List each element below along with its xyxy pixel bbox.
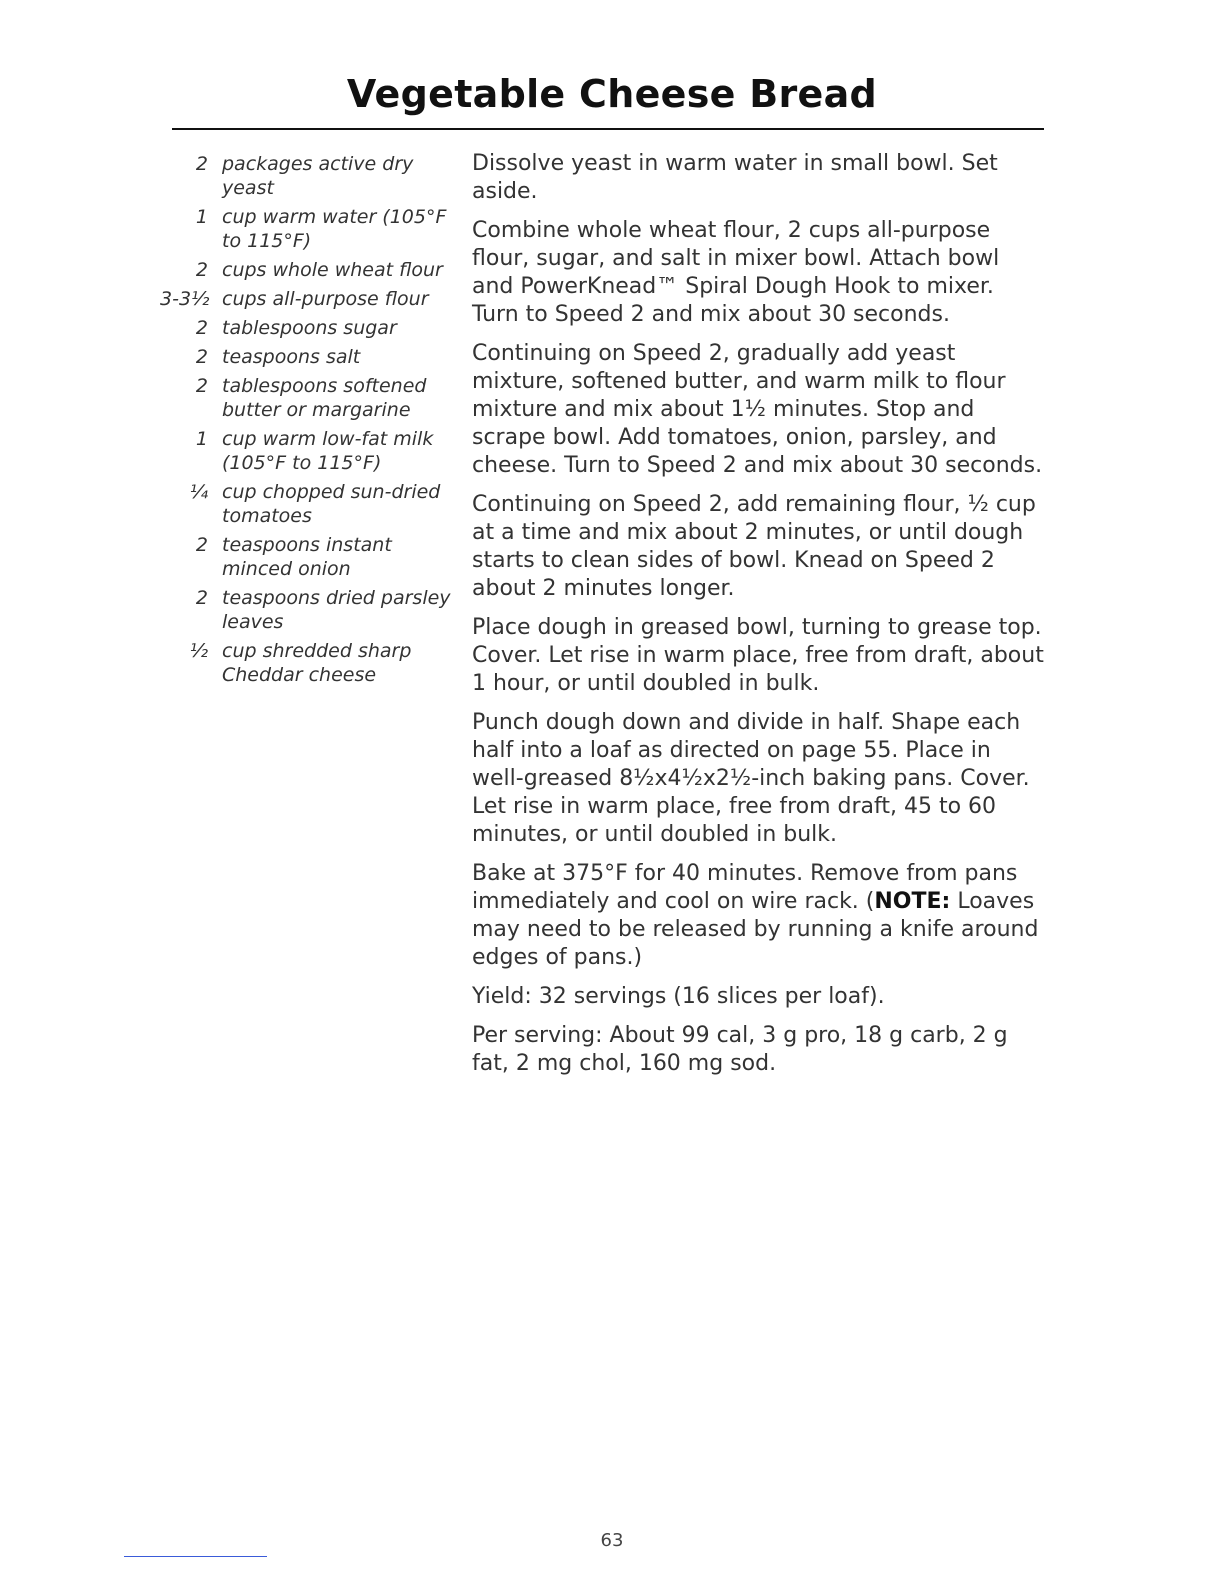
ingredient-quantity: 2 <box>195 317 208 339</box>
ingredient-item <box>160 316 460 340</box>
direction-step-7 <box>472 860 1044 972</box>
nutrition-info: Per serving: About 99 cal, 3 g pro, 18 g carb, 2 g fat, 2 mg chol, 160 mg sod. <box>472 1023 1008 1076</box>
ingredient-name: cup warm water (105°F to 115°F) <box>222 206 447 252</box>
recipe-yield: Yield: 32 servings (16 slices per loaf). <box>472 984 885 1009</box>
recipe-directions <box>472 150 1044 1089</box>
ingredient-item <box>160 258 460 282</box>
ingredient-name: tablespoons sugar <box>222 317 397 339</box>
ingredient-item <box>160 427 460 475</box>
ingredient-item <box>160 152 460 200</box>
ingredient-quantity: 2 <box>195 259 208 281</box>
ingredient-name: teaspoons salt <box>222 346 361 368</box>
ingredient-list <box>160 152 460 692</box>
ingredient-quantity: 2 <box>195 346 208 368</box>
ingredient-quantity: ¼ <box>189 481 208 503</box>
ingredient-quantity: 2 <box>195 534 208 556</box>
ingredient-name: cup shredded sharp Cheddar cheese <box>222 640 412 686</box>
page-title: Vegetable Cheese Bread <box>346 72 878 116</box>
ingredient-name: tablespoons softened butter or margarine <box>222 375 427 421</box>
direction-step-4: Continuing on Speed 2, add remaining flour, ½ cup at a time and mix about 2 minutes, or until dough starts to clean sides of bowl. Knead on Speed 2 about 2 minutes longer. <box>472 492 1036 601</box>
ingredient-name: cup warm low-fat milk (105°F to 115°F) <box>222 428 434 474</box>
note-label: NOTE: <box>874 889 951 914</box>
ingredient-item <box>160 205 460 253</box>
ingredient-quantity: 2 <box>195 153 208 175</box>
page-number: 63 <box>600 1530 624 1551</box>
ingredient-name: cups all-purpose flour <box>222 288 429 310</box>
bake-instructions: Bake at 375°F for 40 minutes. Remove from pans immediately and cool on wire rack. ( <box>472 861 1018 914</box>
direction-step-5: Place dough in greased bowl, turning to grease top. Cover. Let rise in warm place, free from draft, about 1 hour, or until doubled in bulk. <box>472 615 1044 696</box>
direction-step-3: Continuing on Speed 2, gradually add yeast mixture, softened butter, and warm milk to flour mixture and mix about 1½ minutes. Stop and scrape bowl. Add tomatoes, onion, parsley, and cheese. Turn to Speed 2 and mix about 30 seconds. <box>472 341 1043 478</box>
ingredient-item <box>160 533 460 581</box>
ingredient-item <box>160 374 460 422</box>
ingredient-name: packages active dry yeast <box>222 153 414 199</box>
footer-line <box>124 1556 267 1557</box>
ingredient-item <box>160 586 460 634</box>
ingredient-item <box>160 639 460 687</box>
direction-step-1: Dissolve yeast in warm water in small bowl. Set aside. <box>472 151 998 204</box>
title-divider <box>172 128 1044 130</box>
ingredient-quantity: 1 <box>195 428 208 450</box>
ingredient-quantity: 3-3½ <box>160 288 210 310</box>
ingredient-item <box>160 480 460 528</box>
ingredient-name: cup chopped sun-dried tomatoes <box>222 481 441 527</box>
ingredient-quantity: 2 <box>195 587 208 609</box>
direction-step-6: Punch dough down and divide in half. Shape each half into a loaf as directed on page 55. Place in well-greased 8½x4½x2½-inch baking pans. Cover. Let rise in warm place, free from draft, 45 to 60 minutes, or until doubled in bulk. <box>472 710 1030 847</box>
ingredient-quantity: 1 <box>195 206 208 228</box>
note-text: Loaves may need to be released by running a knife around edges of pans.) <box>472 889 1039 970</box>
ingredient-quantity: ½ <box>189 640 208 662</box>
ingredient-item <box>160 345 460 369</box>
ingredient-item <box>160 287 460 311</box>
direction-step-2: Combine whole wheat flour, 2 cups all-purpose flour, sugar, and salt in mixer bowl. Attach bowl and PowerKnead™ Spiral Dough Hook to mixer. Turn to Speed 2 and mix about 30 seconds. <box>472 218 1000 327</box>
ingredient-name: teaspoons dried parsley leaves <box>222 587 451 633</box>
ingredient-name: teaspoons instant minced onion <box>222 534 392 580</box>
ingredient-name: cups whole wheat flour <box>222 259 443 281</box>
ingredient-quantity: 2 <box>195 375 208 397</box>
